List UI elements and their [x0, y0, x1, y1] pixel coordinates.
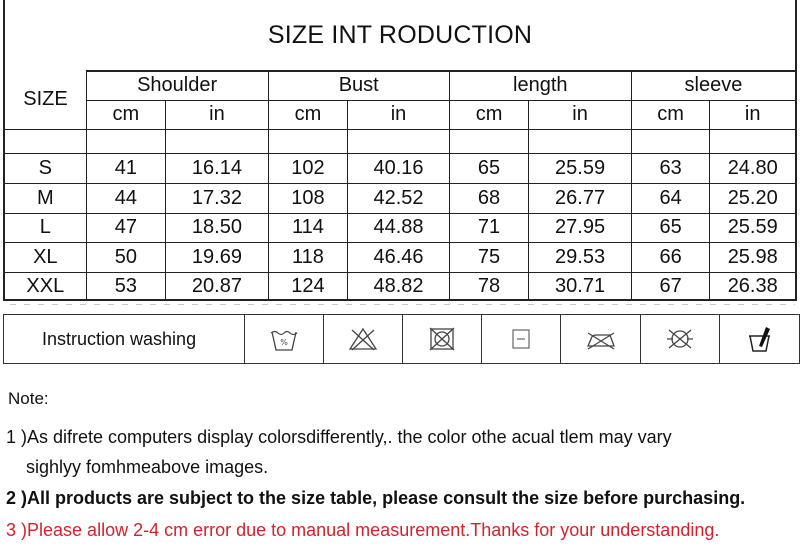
note-text: As difrete computers display colorsdifferently,. the color othe acual tlem may vary [27, 427, 672, 447]
do-not-bleach-icon [346, 324, 380, 354]
measurement-cell: 29.53 [529, 243, 631, 272]
measurement-cell: 25.59 [727, 216, 778, 238]
iron-low-icon [584, 324, 618, 354]
table-row [5, 213, 795, 243]
iron-cell [561, 315, 640, 363]
size-cell: XXL [5, 272, 87, 301]
blank-cell [269, 129, 349, 153]
measurement-cell: 16.14 [166, 154, 268, 183]
measurement-cell: 68 [450, 184, 530, 213]
do-not-dry-clean-cell [641, 315, 720, 363]
blank-cell [710, 129, 795, 153]
unit-header: cm [632, 100, 711, 129]
note-2 [6, 488, 745, 509]
measurement-cell: 26.38 [727, 275, 778, 297]
size-cell: XL [5, 243, 87, 272]
measurement-cell: 42.52 [348, 184, 449, 213]
measurement-cell: 50 [87, 243, 167, 272]
measurement-cell: 65 [632, 213, 711, 242]
group-header-length: length [450, 70, 632, 100]
notes-heading: Note: [8, 389, 49, 408]
unit-header: in [744, 103, 761, 125]
size-cell: M [5, 184, 87, 213]
group-header-row [5, 70, 795, 101]
note-number: 2 ) [6, 488, 28, 508]
unit-header: cm [450, 100, 530, 129]
table-row [5, 154, 795, 184]
note-3 [6, 520, 719, 541]
table-row [5, 243, 795, 273]
blank-cell [529, 129, 631, 153]
measurement-cell: 67 [632, 272, 711, 301]
washing-label: Instruction washing [4, 315, 245, 363]
size-table [3, 0, 797, 301]
unit-header: in [348, 100, 449, 129]
do-not-tumble-dry-icon [425, 324, 459, 354]
washing-instructions [3, 314, 800, 364]
measurement-cell: 71 [450, 213, 530, 242]
measurement-cell: 65 [450, 154, 530, 183]
hand-wash-icon [267, 324, 301, 354]
size-cell: L [5, 213, 87, 242]
measurement-cell: 75 [450, 243, 530, 272]
unit-header: cm [87, 100, 167, 129]
measurement-cell: 19.69 [166, 243, 268, 272]
measurement-cell: 44 [87, 184, 167, 213]
divider [10, 304, 795, 305]
measurement-cell: 64 [632, 184, 711, 213]
wash-bucket-icon [742, 324, 776, 354]
blank-cell [348, 129, 449, 153]
table-row [5, 184, 795, 214]
blank-cell [87, 129, 167, 153]
note-number: 3 ) [6, 520, 28, 540]
measurement-cell: 18.50 [166, 213, 268, 242]
do-not-dry-clean-icon [663, 324, 697, 354]
note-text: Please allow 2-4 cm error due to manual measurement.Thanks for your understanding. [27, 520, 720, 540]
measurement-cell: 27.95 [529, 213, 631, 242]
measurement-cell: 30.71 [529, 272, 631, 301]
hand-wash-cell [245, 315, 324, 363]
blank-cell [632, 129, 711, 153]
dry-flat-icon [504, 324, 538, 354]
measurement-cell: 24.80 [727, 157, 778, 179]
unit-header: cm [269, 100, 349, 129]
measurement-cell: 25.98 [727, 245, 778, 268]
measurement-cell: 78 [450, 272, 530, 301]
measurement-cell: 17.32 [166, 184, 268, 213]
unit-header: in [529, 100, 631, 129]
measurement-cell: 44.88 [348, 213, 449, 242]
wash-bucket-cell [720, 315, 799, 363]
note-1-continuation: sighlyy fomhmeabove images. [26, 457, 269, 477]
measurement-cell: 25.59 [529, 154, 631, 183]
unit-header: in [166, 100, 268, 129]
blank-row [5, 129, 795, 154]
size-cell: S [5, 154, 87, 183]
measurement-cell: 66 [632, 243, 711, 272]
measurement-cell: 102 [269, 154, 349, 183]
measurement-cell: 63 [632, 154, 711, 183]
do-not-tumble-dry-cell [403, 315, 482, 363]
table-row [5, 272, 795, 301]
blank-cell [5, 129, 87, 153]
measurement-cell: 25.20 [727, 186, 778, 209]
measurement-cell: 53 [87, 272, 167, 301]
note-text: All products are subject to the size table, please consult the size before purchasing. [27, 488, 746, 508]
blank-cell [166, 129, 268, 153]
note-number: 1 ) [6, 427, 28, 447]
dry-flat-cell [482, 315, 561, 363]
measurement-cell: 114 [269, 213, 349, 242]
measurement-cell: 124 [269, 272, 349, 301]
group-header-bust: Bust [269, 70, 450, 100]
measurement-cell: 20.87 [166, 272, 268, 301]
measurement-cell: 46.46 [348, 243, 449, 272]
measurement-cell: 108 [269, 184, 349, 213]
blank-cell [450, 129, 530, 153]
measurement-cell: 40.16 [348, 154, 449, 183]
svg-text:%: % [279, 338, 288, 347]
group-header-shoulder: Shoulder [87, 70, 269, 100]
do-not-bleach-cell [324, 315, 403, 363]
measurement-cell: 118 [269, 243, 349, 272]
note-1 [6, 427, 672, 448]
measurement-cell: 48.82 [348, 272, 449, 301]
group-header-sleeve: sleeve [684, 73, 743, 96]
size-column-header: SIZE [5, 70, 87, 129]
measurement-cell: 26.77 [529, 184, 631, 213]
page-title: SIZE INT RODUCTION [5, 0, 795, 72]
measurement-cell: 47 [87, 213, 167, 242]
measurement-cell: 41 [87, 154, 167, 183]
unit-header-row [5, 100, 795, 130]
